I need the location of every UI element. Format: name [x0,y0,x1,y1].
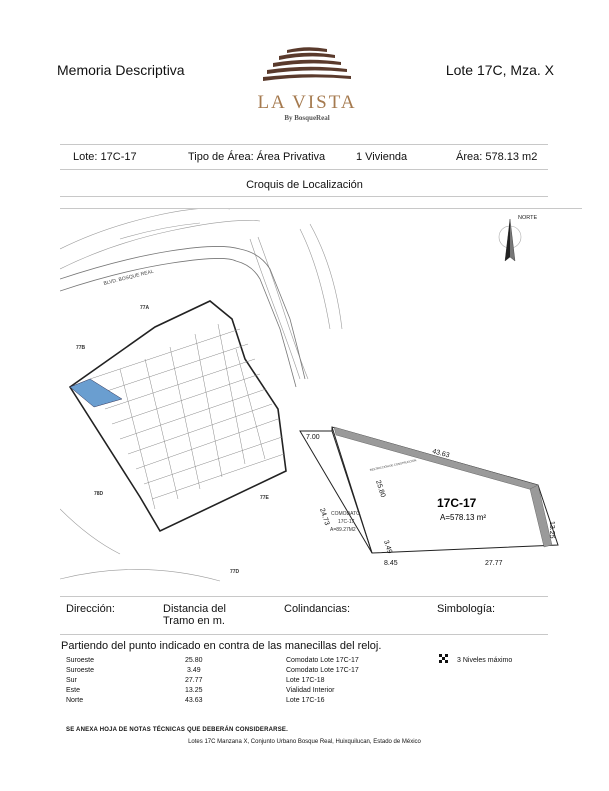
row-direction: Norte [66,697,84,704]
lot-heading: Lote 17C, Mza. X [445,62,554,78]
technical-note: SE ANEXA HOJA DE NOTAS TÉCNICAS QUE DEBERÁN CONSIDERARSE. [66,727,288,733]
row-boundary: Comodato Lote 17C-17 [286,657,359,664]
divider [60,196,548,197]
dim-inner-diagonal: 25.80 [374,479,387,499]
document-title: Memoria Descriptiva [57,62,185,78]
restriction-strip [334,427,538,491]
housing-units: 1 Vivienda [356,151,408,163]
row-distance: 25.80 [185,657,203,664]
dim-bottom: 27.77 [485,560,503,567]
logo-mark-icon [257,44,357,86]
logo [257,44,357,122]
col-legend: Simbología: [437,603,496,615]
intro-text: Partiendo del punto indicado en contra de las manecillas del reloj. [61,640,382,652]
area-type: Tipo de Área: Área Privativa [188,151,326,163]
comodato-id: 17C-17 [338,519,355,525]
divider [60,634,548,635]
lot-detail [300,427,558,553]
comodato-label: COMODATO [331,511,360,517]
lot-area: Área: 578.13 m2 [456,151,538,163]
dim-bottom-left: 8.45 [384,560,398,567]
row-direction: Sur [66,677,77,684]
divider [60,596,548,597]
dim-right: 13.25 [548,521,555,539]
lot-detail-area: A=578.13 m² [440,513,487,522]
north-label: NORTE [518,215,538,221]
block-label: 77E [260,495,269,501]
croquis-title: Croquis de Localización [246,179,363,191]
checker-legend-icon [439,654,448,663]
lot-detail-id: 17C-17 [437,496,477,510]
north-arrow-icon [499,219,521,261]
block-label: 77B [76,345,86,351]
divider [60,169,548,170]
dim-small-top: 7.00 [306,434,320,441]
legend-label: 3 Niveles máximo [457,657,513,664]
comodato-area: A=89.27M2 [330,527,356,533]
restriction-label: RESTRICCIÓN DE CONSTRUCCIÓN [369,458,417,472]
row-direction: Este [66,687,81,694]
row-boundary: Comodato Lote 17C-17 [286,667,359,674]
block-label: 77D [230,569,240,575]
row-direction: Suroeste [66,657,95,664]
col-boundaries: Colindancias: [284,603,351,615]
col-direction: Dirección: [66,603,115,615]
dim-left: 24.73 [318,507,331,527]
footer-address: Lotes 17C Manzana X, Conjunto Urbano Bosque Real, Huixquilucan, Estado de México [188,739,421,745]
block-label: 78D [94,491,104,497]
lot-number: Lote: 17C-17 [73,151,137,163]
row-boundary: Vialidad Interior [286,687,335,694]
logo-subtitle: By BosqueReal [284,114,330,122]
row-direction: Suroeste [66,667,95,674]
logo-name: LA VISTA [257,92,357,113]
row-distance: 3.49 [187,667,201,674]
col-distance: Distancia del Tramo en m. [163,603,226,627]
divider [60,144,548,145]
dim-top: 43.63 [431,448,451,460]
location-sketch [60,208,582,593]
block-label: 77A [140,305,150,311]
row-distance: 13.25 [185,687,203,694]
row-boundary: Lote 17C-16 [286,697,325,704]
table-row [66,657,94,664]
road-label: BLVD. BOSQUE REAL [103,268,155,287]
row-distance: 27.77 [185,677,203,684]
row-boundary: Lote 17C-18 [286,677,325,684]
dim-inner-short: 3.49 [382,539,393,555]
row-distance: 43.63 [185,697,203,704]
highlighted-lot [70,379,122,407]
